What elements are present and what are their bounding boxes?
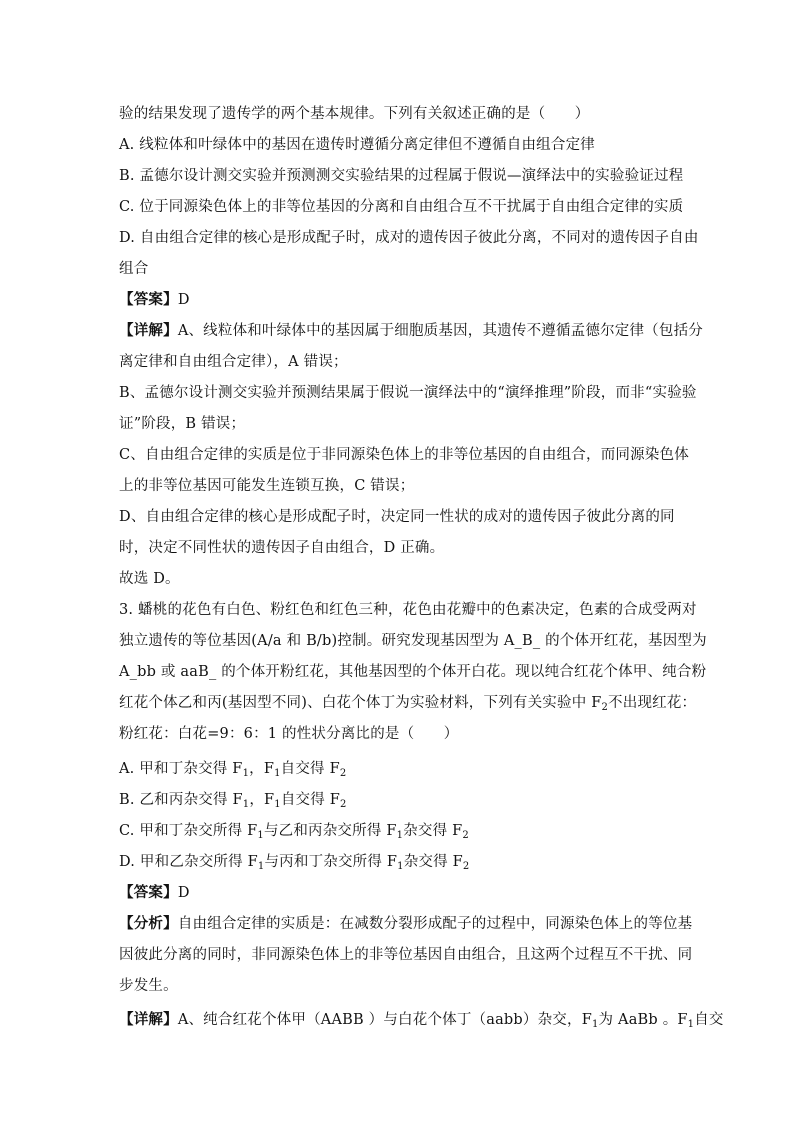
detail-text: 证”阶段，B 错误；	[119, 416, 246, 432]
opt-text: 自交得 F	[280, 761, 340, 777]
conclusion-text: 故选 D。	[119, 571, 180, 587]
option-b: B. 孟德尔设计测交实验并预测测交实验结果的过程属于假说—演绎法中的实验验证过程	[119, 168, 684, 184]
opt-text: 杂交得 F	[403, 854, 463, 870]
question-3-stem: 3. 蟠桃的花色有白色、粉红色和红色三种，花色由花瓣中的色素决定，色素的合成受两对	[119, 602, 697, 618]
subscript: 1	[257, 830, 264, 841]
subscript: 2	[462, 861, 470, 872]
detail-text: A、线粒体和叶绿体中的基因属于细胞质基因，其遗传不遵循孟德尔定律（包括分	[177, 323, 703, 339]
analysis-label: 【分析】	[119, 915, 178, 932]
subscript: 2	[340, 799, 347, 810]
answer-label: 【答案】	[119, 291, 178, 308]
option-d: D. 自由组合定律的核心是形成配子时，成对的遗传因子彼此分离，不同对的遗传因子自由	[119, 230, 699, 246]
subscript: 2	[339, 768, 347, 779]
question-3-stem: A_bb 或 aaB_ 的个体开粉红花，其他基因型的个体开白花。现以纯合红花个体甲、纯合粉	[119, 664, 707, 680]
q3-option-d	[119, 852, 679, 872]
answer-value: D	[177, 885, 190, 901]
q3-option-a	[119, 759, 679, 779]
question-3-stem: 粉红花：白花=9：6：1 的性状分离比的是（ ）	[119, 726, 459, 742]
option-c: C. 位于同源染色体上的非等位基因的分离和自由组合互不干扰属于自由组合定律的实质	[119, 199, 684, 215]
detail-text: 离定律和自由组合定律），A 错误；	[119, 354, 348, 370]
stem-text: 不出现红花：	[608, 695, 697, 711]
detail-text: 时，决定不同性状的遗传因子自由组合，D 正确。	[119, 540, 445, 556]
detail-text: A、纯合红花个体甲（AABB ）与白花个体丁（aabb）杂交，F	[177, 1012, 592, 1028]
answer-label: 【答案】	[119, 884, 178, 901]
answer-value: D	[177, 292, 190, 308]
subscript: 1	[396, 830, 404, 841]
detail-label: 【详解】	[119, 1011, 178, 1028]
q3-analysis-line	[119, 914, 693, 934]
subscript: 1	[242, 768, 250, 779]
subscript: 1	[274, 799, 281, 810]
detail-text: C、自由组合定律的实质是位于非同源染色体上的非等位基因的自由组合，而同源染色体	[119, 447, 689, 463]
opt-text: 与乙和丙杂交所得 F	[263, 823, 397, 839]
question-stem-continuation: 验的结果发现了遗传学的两个基本规律。下列有关叙述正确的是（ ）	[119, 106, 590, 122]
subscript: 2	[601, 702, 609, 713]
opt-text: A. 甲和丁杂交得 F	[119, 761, 243, 777]
subscript: 1	[257, 861, 265, 872]
detail-line	[119, 321, 703, 341]
subscript: 1	[242, 799, 250, 810]
q3-option-c	[119, 821, 679, 841]
q3-detail-line	[119, 1010, 724, 1030]
subscript: 1	[591, 1019, 599, 1030]
subscript: 2	[462, 830, 469, 841]
q3-answer-line	[119, 883, 679, 903]
question-3-stem: 独立遗传的等位基因(A/a 和 B/b)控制。研究发现基因型为 A_B_ 的个体开红花，基因型为	[119, 633, 707, 649]
option-a: A. 线粒体和叶绿体中的基因在遗传时遵循分离定律但不遵循自由组合定律	[119, 137, 595, 153]
opt-text: ，F	[249, 761, 275, 777]
question-3-stem	[119, 693, 697, 713]
opt-text: B. 乙和丙杂交得 F	[119, 792, 243, 808]
opt-text: ，F	[249, 792, 275, 808]
opt-text: 自交得 F	[280, 792, 341, 808]
option-d-continued: 组合	[119, 261, 149, 277]
subscript: 1	[274, 768, 281, 779]
subscript: 1	[397, 861, 404, 872]
analysis-text: 因彼此分离的同时，非同源染色体上的非等位基因自由组合，且这两个过程互不干扰、同	[119, 947, 693, 963]
detail-text: 自交	[694, 1012, 724, 1028]
opt-text: D. 甲和乙杂交所得 F	[119, 854, 258, 870]
detail-label: 【详解】	[119, 322, 178, 339]
opt-text: C. 甲和丁杂交所得 F	[119, 823, 258, 839]
analysis-text: 自由组合定律的实质是：在减数分裂形成配子的过程中，同源染色体上的等位基	[177, 916, 693, 932]
detail-text: D、自由组合定律的核心是形成配子时，决定同一性状的成对的遗传因子彼此分离的同	[119, 509, 675, 525]
detail-text: B、孟德尔设计测交实验并预测结果属于假说一演绎法中的“演绎推理”阶段，而非“实验验	[119, 385, 697, 401]
subscript: 1	[687, 1019, 695, 1030]
analysis-text: 步发生。	[119, 978, 178, 994]
detail-text: 上的非等位基因可能发生连锁互换，C 错误；	[119, 478, 415, 494]
opt-text: 杂交得 F	[403, 823, 463, 839]
stem-text: 红花个体乙和丙(基因型不同)、白花个体丁为实验材料，下列有关实验中 F	[119, 695, 602, 711]
answer-line	[119, 290, 679, 310]
detail-text: 为 AaBb 。F	[598, 1012, 688, 1028]
opt-text: 与丙和丁杂交所得 F	[264, 854, 398, 870]
q3-option-b	[119, 790, 679, 810]
